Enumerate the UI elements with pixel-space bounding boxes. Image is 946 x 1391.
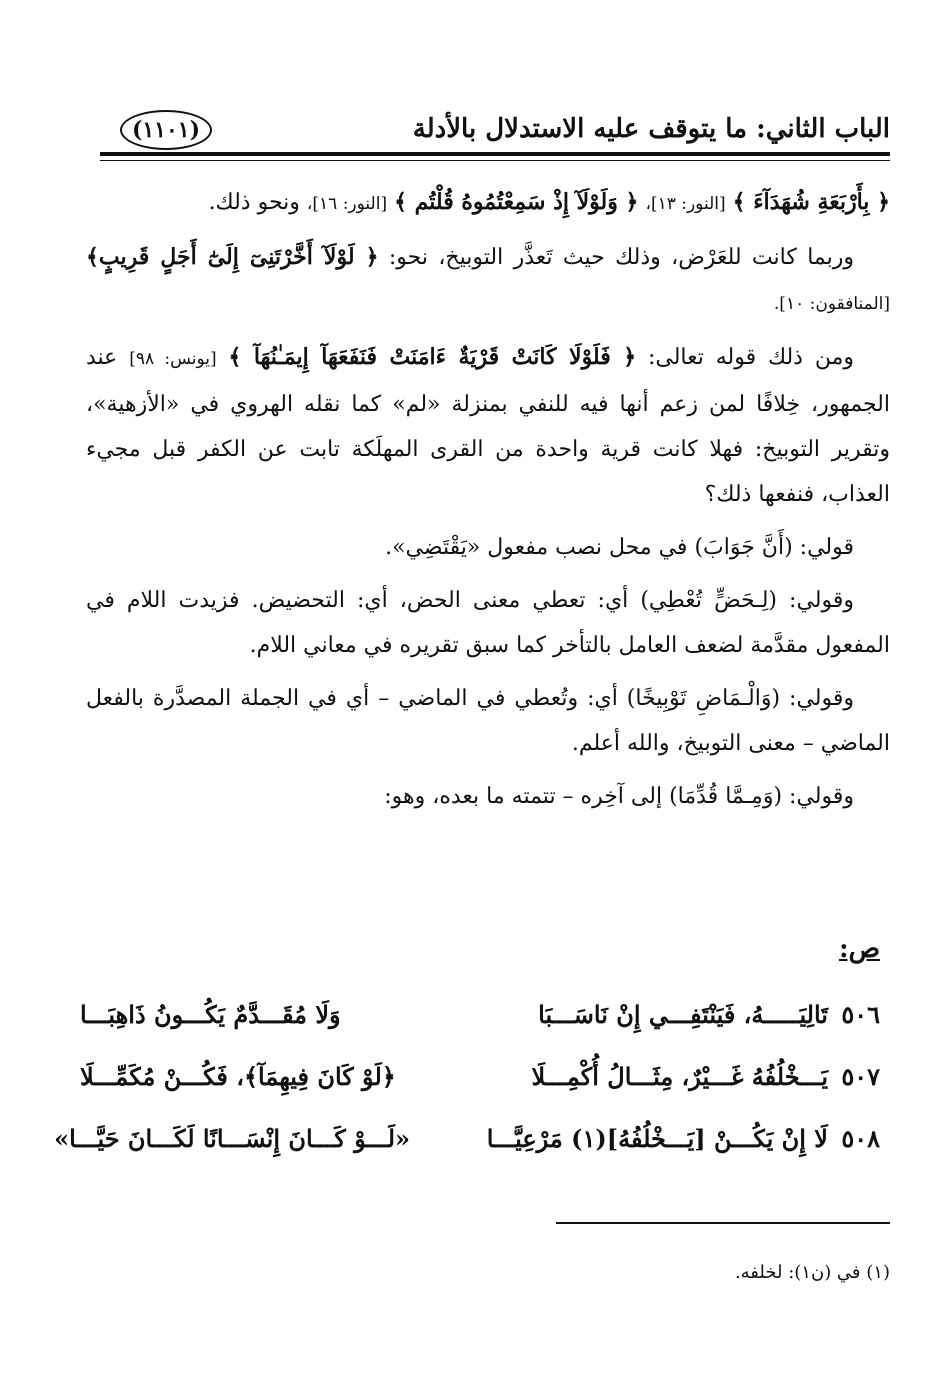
verse-first-hemistich: لَا إِنْ يَكُـــنْ [يَـــخْلُفُهُ](١) مَرْعِيَّـــا bbox=[486, 1124, 828, 1153]
quran-reference: [المنافقون: ١٠]. bbox=[773, 294, 890, 314]
quran-quote: وَلَوْلَآ إِذْ سَمِعْتُمُوهُ قُلْتُم bbox=[414, 189, 618, 215]
page-header bbox=[100, 104, 890, 154]
header-rule-thick bbox=[100, 152, 890, 156]
footnote-separator bbox=[556, 1222, 890, 1224]
paragraph: وقولي: (وَمِـمَّا قُدِّمَا) إلى آخِره – تتمته ما بعده، وهو: bbox=[384, 784, 854, 809]
section-marker: ص: bbox=[838, 934, 880, 964]
chapter-title: الباب الثاني: ما يتوقف عليه الاستدلال بالأدلة bbox=[412, 114, 890, 144]
verse-second-hemistich: وَلَا مُقَـــدَّمٌ يَكُـــونُ ذَاهِبَـــا bbox=[80, 1000, 341, 1029]
paragraph: وقولي: (وَالْـمَاضِ تَوْبِيخًا) أي: وتُعطي في الماضي – أي في الجملة المصدَّرة بالفعل الماضي – معنى التوبيخ، والله أعلم. bbox=[86, 686, 890, 756]
verse-number: ٥٠٧ bbox=[841, 1062, 880, 1091]
footnote: (١) في (ن١): لخلفه. bbox=[734, 1262, 890, 1283]
verse-first-hemistich: يَـــخْلُفُهُ غَـــيْرٌ، مِثَـــالُ أُكْمِـــلَا bbox=[531, 1062, 828, 1091]
verse-row bbox=[54, 1120, 880, 1182]
quran-quote: لَوْلَآ أَخَّرْتَنِىٓ إِلَىٰٓ أَجَلٍ قَرِيبٍ bbox=[98, 244, 355, 270]
verse-number: ٥٠٦ bbox=[841, 1000, 880, 1029]
quran-quote: فَلَوْلَا كَانَتْ قَرْيَةٌ ءَامَنَتْ فَنَفَعَهَآ إِيمَـٰنُهَآ bbox=[253, 344, 611, 370]
quran-reference: [النور: ١٣]، bbox=[645, 194, 726, 214]
verse-row bbox=[80, 996, 880, 1058]
verse-row bbox=[80, 1058, 880, 1120]
quran-quote: بِأَرْبَعَةِ شُهَدَآءَ bbox=[753, 189, 870, 215]
verse-first-hemistich: تَالِيَـــــهُ، فَيَنْتَفِـــي إِنْ نَاسَـــبَا bbox=[538, 1000, 828, 1029]
header-rule-thin bbox=[100, 160, 890, 161]
paragraph: وقولي: (لِـحَضٍّ تُعْطِي) أي: تعطي معنى الحض، أي: التحضيض. فزيدت اللام في المفعول مقدَّمة لضعف العامل بالتأخر كما سبق تقريره في معاني اللام. bbox=[86, 588, 890, 658]
page-number: (١١٠١) bbox=[120, 110, 212, 150]
body-text bbox=[86, 180, 890, 827]
text-span: ونحو ذلك. bbox=[208, 190, 300, 215]
verse-block bbox=[54, 996, 880, 1182]
verse-number: ٥٠٨ bbox=[841, 1124, 880, 1153]
paragraph: ﴿ بِأَرْبَعَةِ شُهَدَآءَ ﴾ [النور: ١٣]، ﴿ وَلَوْلَآ إِذْ سَمِعْتُمُوهُ قُلْتُم ﴾ [النور: ١٦]، ونحو ذلك. bbox=[208, 189, 890, 215]
text-span: وربما كانت للعَرْض، وذلك حيث تَعذَّر التوبيخ، نحو: bbox=[388, 245, 854, 270]
paragraph: قولي: (أَنَّ جَوَابَ) في محل نصب مفعول «يَقْتَضِي». bbox=[385, 535, 854, 560]
paragraph: ومن ذلك قوله تعالى: ﴿ فَلَوْلَا كَانَتْ قَرْيَةٌ ءَامَنَتْ فَنَفَعَهَآ إِيمَـٰنُهَآ ﴾ [يونس: ٩٨] عند الجمهور، خِلافًا لمن زعم أنها فيه للنفي بمنزلة «لم» كما نقله الهروي في «الأزهية»، وتقرير التوبيخ: فهلا كانت قرية واحدة من القرى المهلَكة تابت عن الكفر قبل مجيء العذاب، فنفعها ذلك؟ bbox=[86, 344, 890, 507]
text-span: ومن ذلك قوله تعالى: bbox=[647, 345, 854, 370]
verse-second-hemistich: «لَـــوْ كَـــانَ إِنْسَـــانًا لَكَـــانَ حَيَّـــا» bbox=[54, 1124, 410, 1153]
quran-reference: [يونس: ٩٨] bbox=[129, 349, 217, 369]
verse-second-hemistich: ﴿لَوْ كَانَ فِيهِمَآ﴾، فَكُـــنْ مُكَمِّـــلَا bbox=[80, 1062, 396, 1091]
paragraph: وربما كانت للعَرْض، وذلك حيث تَعذَّر التوبيخ، نحو: ﴿ لَوْلَآ أَخَّرْتَنِىٓ إِلَىٰٓ أَجَلٍ قَرِيبٍ﴾ [المنافقون: ١٠]. bbox=[86, 244, 890, 314]
quran-reference: [النور: ١٦]، bbox=[306, 194, 388, 214]
text-span: عند الجمهور، خِلافًا لمن زعم أنها فيه للنفي بمنزلة «لم» كما نقله الهروي في «الأزهية»، وتقرير التوبيخ: فهلا كانت قرية واحدة من القرى المهلَكة تابت عن الكفر قبل مجيء العذاب، فنفعها ذلك؟ bbox=[86, 345, 890, 507]
